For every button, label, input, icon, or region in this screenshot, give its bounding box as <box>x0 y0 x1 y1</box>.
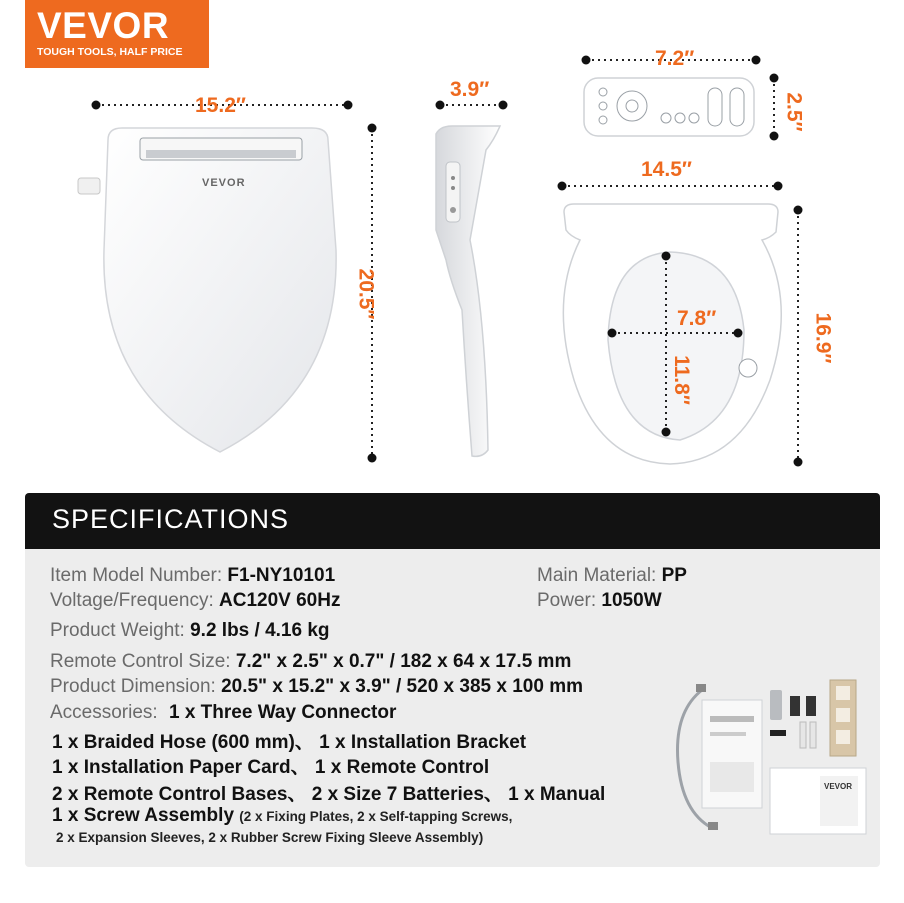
dimension-label: Product Dimension: <box>50 676 216 697</box>
voltage-label: Voltage/Frequency: <box>50 590 214 611</box>
model-value: F1-NY10101 <box>227 565 336 586</box>
accessories-line-6: 2 x Expansion Sleeves, 2 x Rubber Screw Fixing Sleeve Assembly) <box>56 830 484 845</box>
remote-height-label: 2.5″ <box>782 92 806 132</box>
accessories-illustration <box>670 672 870 842</box>
accessories-line-4: 2 x Remote Control Bases、 2 x Size 7 Batteries、 1 x Manual <box>52 784 606 805</box>
remote-value: 7.2" x 2.5" x 0.7" / 182 x 64 x 17.5 mm <box>235 651 572 672</box>
seat-length-label: 20.5″ <box>354 268 378 320</box>
screw-assembly-detail: (2 x Fixing Plates, 2 x Self-tapping Screws, <box>239 809 513 824</box>
dimension-value: 20.5" x 15.2" x 3.9" / 520 x 385 x 100 mm <box>221 676 583 697</box>
remote-width-label: 7.2″ <box>655 47 695 70</box>
seat-width-label: 15.2″ <box>195 94 246 117</box>
logo-brand: VEVOR <box>37 5 170 46</box>
weight-label: Product Weight: <box>50 620 185 641</box>
base-width-label: 14.5″ <box>641 158 692 181</box>
accessories-line-2: 1 x Braided Hose (600 mm)、 1 x Installation Bracket <box>52 732 527 753</box>
spec-accessories-row <box>50 702 396 724</box>
spec-model-row <box>50 565 335 587</box>
spec-material-row <box>537 565 687 587</box>
spec-voltage-row <box>50 590 340 612</box>
screw-assembly-label: 1 x Screw Assembly <box>52 805 235 826</box>
voltage-value: AC120V 60Hz <box>219 590 341 611</box>
opening-length-label: 11.8″ <box>669 355 693 405</box>
specifications-title: SPECIFICATIONS <box>52 504 290 534</box>
weight-value: 9.2 lbs / 4.16 kg <box>190 620 330 641</box>
power-value: 1050W <box>601 590 662 611</box>
spec-dimension-row <box>50 676 583 698</box>
spec-weight-row <box>50 620 330 642</box>
model-label: Item Model Number: <box>50 565 223 586</box>
seat-height-label: 3.9″ <box>450 78 490 101</box>
material-label: Main Material: <box>537 565 657 586</box>
manual-brand: VEVOR <box>824 782 853 791</box>
accessories-line-5 <box>52 805 512 827</box>
spec-power-row <box>537 590 662 612</box>
seat-side-view <box>436 126 500 456</box>
accessories-line-1: 1 x Three Way Connector <box>168 702 397 723</box>
accessories-line-3: 1 x Installation Paper Card、 1 x Remote Control <box>52 757 490 778</box>
accessories-label: Accessories: <box>50 702 158 723</box>
remote-control <box>584 78 754 136</box>
base-length-label: 16.9″ <box>811 312 835 364</box>
lid-brand-mark: VEVOR <box>202 177 246 189</box>
logo-tagline: TOUGH TOOLS, HALF PRICE <box>37 46 183 58</box>
material-value: PP <box>661 565 687 586</box>
power-label: Power: <box>537 590 597 611</box>
spec-remote-row <box>50 651 571 673</box>
remote-label: Remote Control Size: <box>50 651 231 672</box>
opening-width-label: 7.8″ <box>677 307 717 330</box>
